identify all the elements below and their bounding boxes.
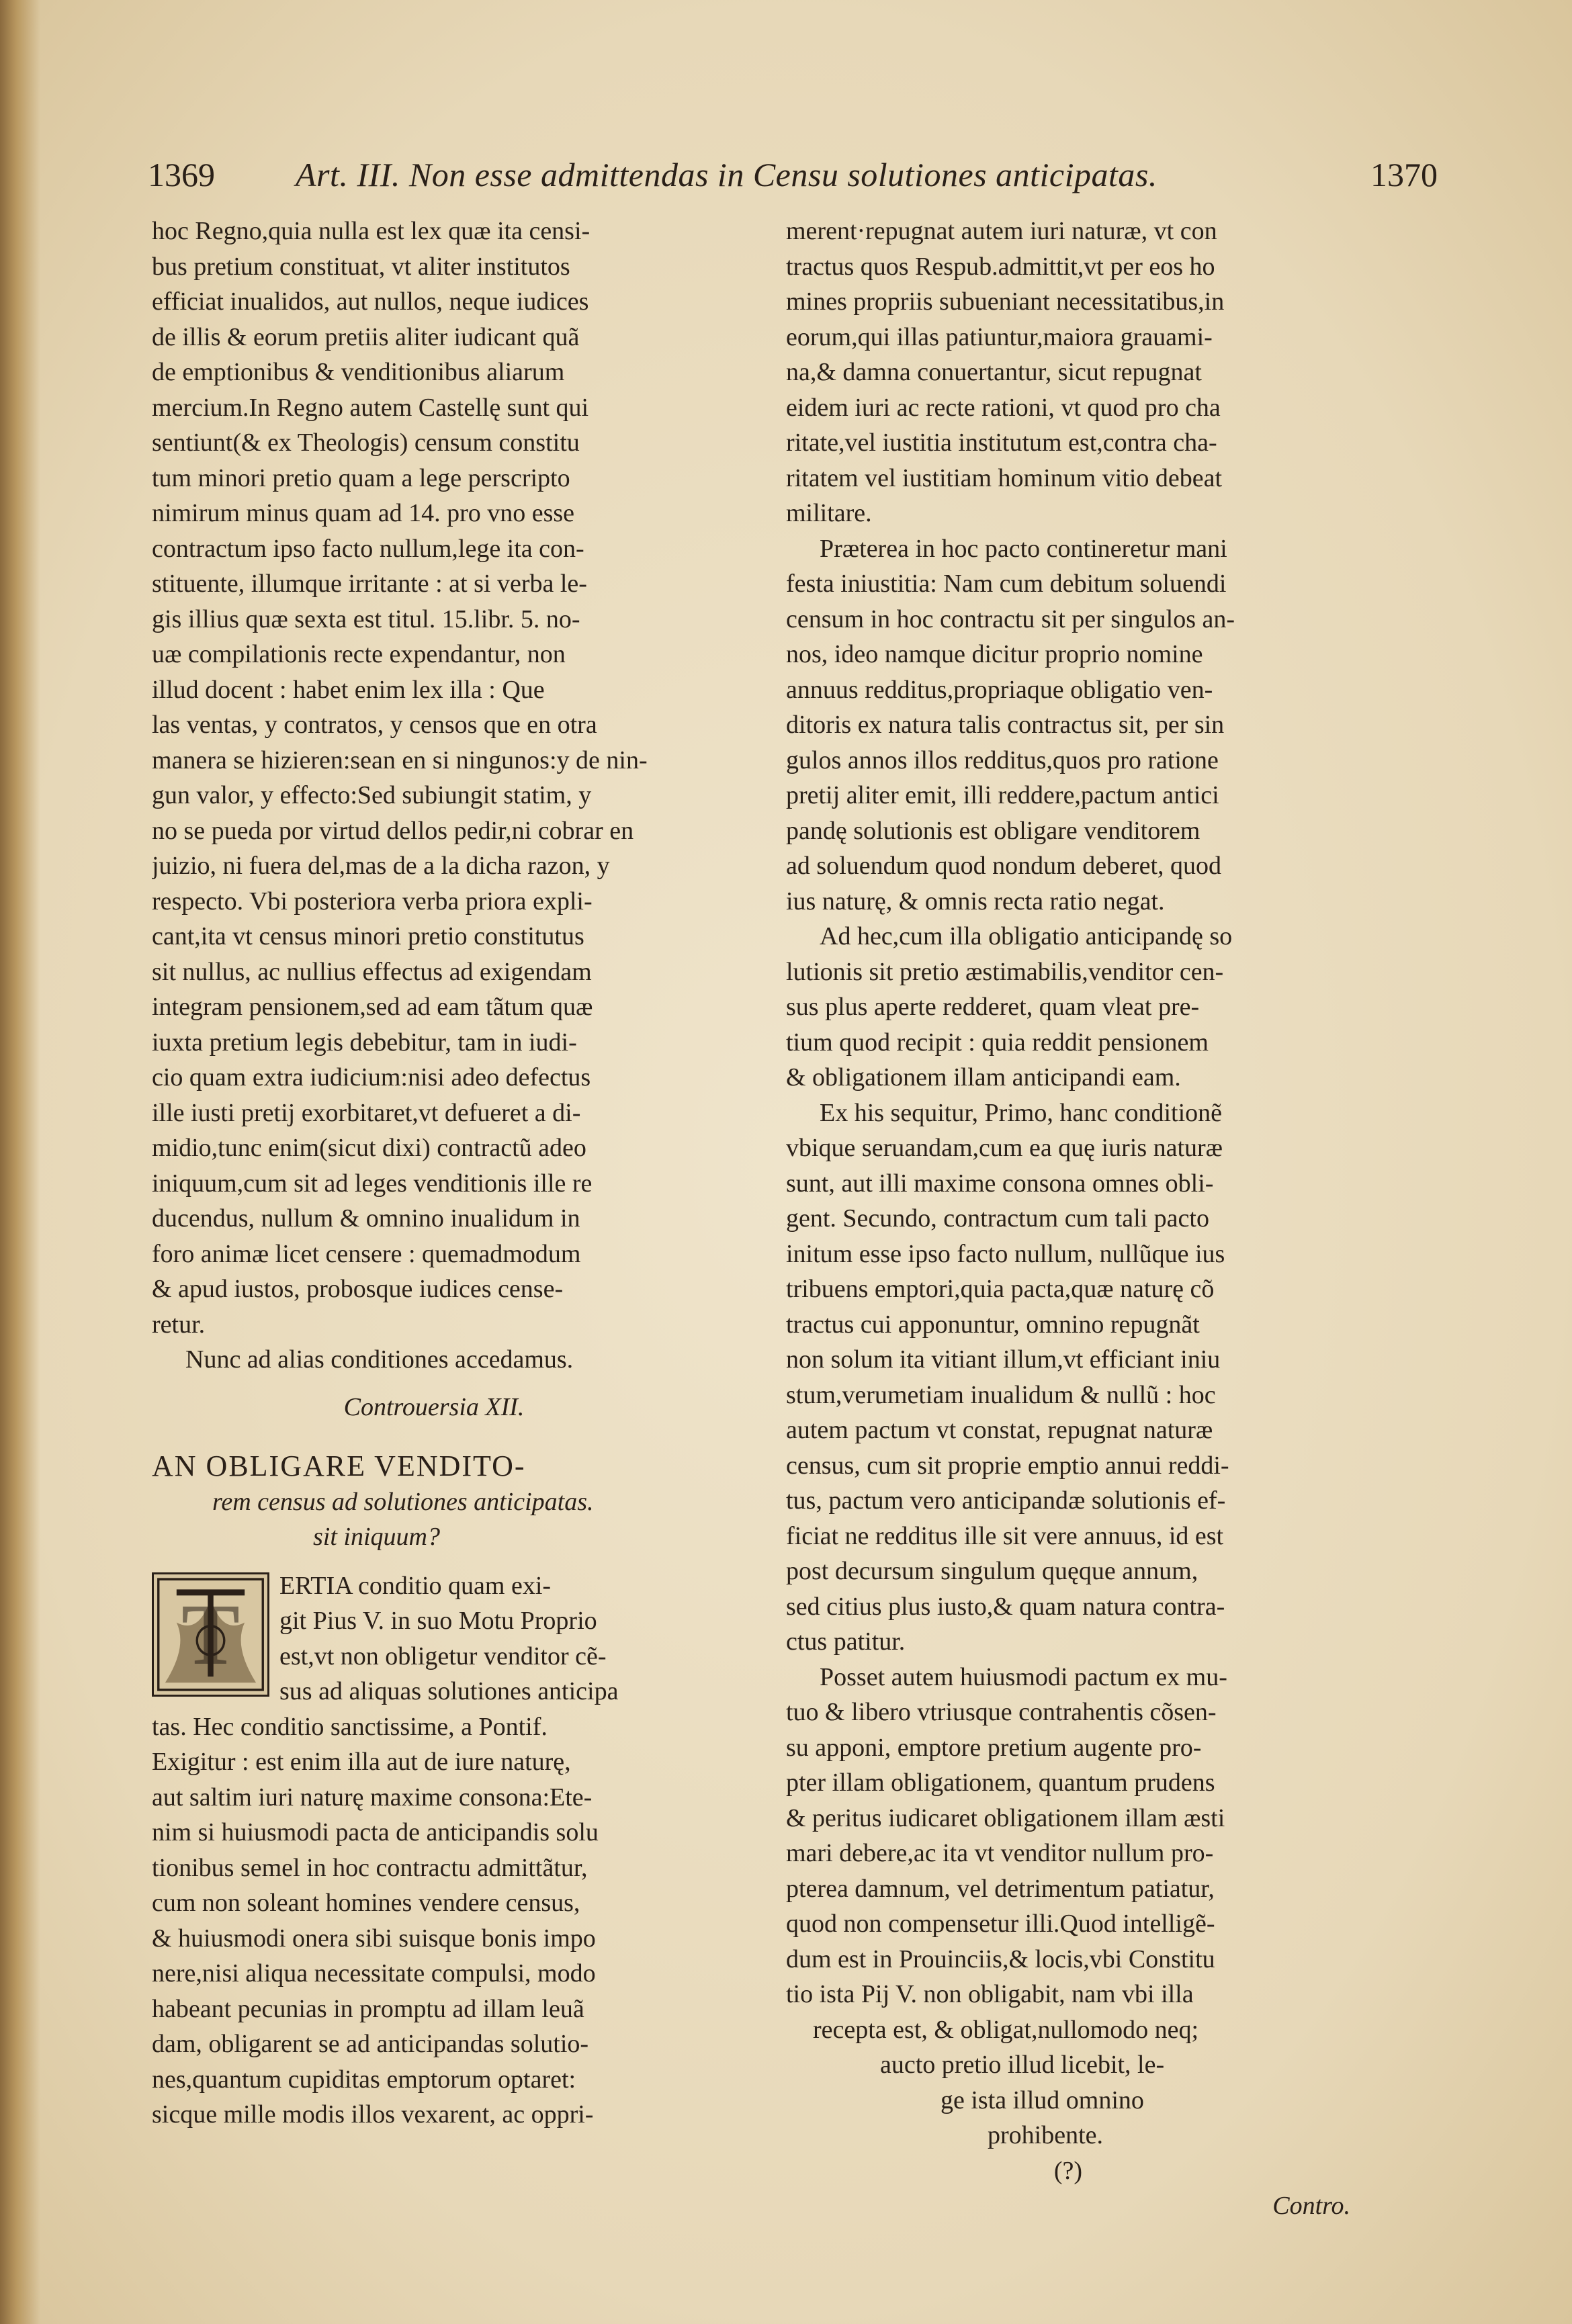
text-line: & obligationem illam anticipandi eam. [786, 1063, 1181, 1091]
question-heading: AN OBLIGARE VENDITO- [152, 1449, 526, 1482]
text-line: iniquum,cum sit ad leges venditionis ille re [152, 1169, 593, 1198]
text-line: cum non soleant homines vendere census, [152, 1889, 580, 1917]
text-line: eorum,qui illas patiuntur,maiora grauami- [786, 322, 1213, 351]
text-line: ditoris ex natura talis contractus sit, per sin [786, 711, 1225, 739]
text-line: eidem iuri ac recte rationi, vt quod pro cha [786, 393, 1221, 422]
text-line: tio ista Pij V. non obligabit, nam vbi illa [786, 1980, 1194, 2008]
text-line: pretij aliter emit, illi reddere,pactum antici [786, 781, 1219, 809]
text-line: iuxta pretium legis debebitur, tam in iudi- [152, 1028, 577, 1057]
initial-text-line: ERTIA conditio quam exi- [279, 1571, 552, 1600]
text-line: tas. Hec conditio sanctissime, a Pontif. [152, 1712, 548, 1741]
text-line: sit nullus, ac nullius effectus ad exigendam [152, 957, 592, 986]
text-line: ducendus, nullum & omnino inualidum in [152, 1204, 580, 1233]
text-line: uæ compilationis recte expendantur, non [152, 640, 566, 668]
text-line: habeant pecunias in promptu ad illam leuã [152, 1994, 584, 2023]
text-line: gis illius quæ sexta est titul. 15.libr. 5. no- [152, 605, 580, 633]
text-line: sed citius plus iusto,& quam natura contra- [786, 1592, 1225, 1621]
left-column-text [152, 214, 716, 1342]
text-line: ad soluendum quod nondum deberet, quod [786, 852, 1222, 880]
text-line: Ad hec,cum illa obligatio anticipandę so [820, 922, 1233, 950]
text-line: quod non compensetur illi.Quod intelligẽ- [786, 1910, 1215, 1938]
text-line: foro animæ licet censere : quemadmodum [152, 1239, 581, 1268]
text-line: juizio, ni fuera del,mas de a la dicha razon, y [152, 852, 610, 880]
text-line: non solum ita vitiant illum,vt efficiant iniu [786, 1345, 1221, 1374]
paragraph-5 [786, 1660, 1350, 2012]
after-initial-text [152, 1709, 716, 2133]
right-column [786, 214, 1350, 2224]
left-folio: 1369 [148, 156, 215, 193]
controversy-heading: Controuersia XII. [343, 1392, 525, 1421]
text-line: post decursum singulum quęque annum, [786, 1557, 1198, 1585]
text-line: dam, obligarent se ad anticipandas solutio- [152, 2030, 589, 2058]
text-line: Posset autem huiusmodi pactum ex mu- [820, 1662, 1227, 1691]
text-line: tuo & libero vtriusque contrahentis cõsen- [786, 1698, 1217, 1726]
text-line: nere,nisi aliqua necessitate compulsi, modo [152, 1959, 596, 1987]
text-line: nim si huiusmodi pacta de anticipandis solu [152, 1818, 599, 1846]
initial-text-line: git Pius V. in suo Motu Proprio [279, 1607, 597, 1635]
right-folio: 1370 [1370, 156, 1438, 193]
text-line: mines propriis subueniant necessitatibus,in [786, 287, 1225, 316]
text-line: pterea damnum, vel detrimentum patiatur, [786, 1874, 1215, 1903]
text-line: pandę solutionis est obligare venditorem [786, 816, 1200, 845]
text-line: militare. [786, 499, 872, 527]
text-line: sus plus aperte redderet, quam vleat pre- [786, 993, 1200, 1021]
text-line: tus, pactum vero anticipandæ solutionis ef- [786, 1486, 1226, 1515]
text-line: tionibus semel in hoc contractu admittãtur, [152, 1853, 588, 1882]
text-line: mari debere,ac ita vt venditor nullum pro- [786, 1839, 1214, 1867]
text-line: gulos annos illos redditus,quos pro ratione [786, 746, 1219, 774]
text-line: efficiat inualidos, aut nullos, neque iudices [152, 287, 589, 316]
text-line: ctus patitur. [786, 1627, 906, 1656]
text-line: tium quod recipit : quia reddit pensionem [786, 1028, 1209, 1057]
binding-edge-shadow [0, 0, 40, 2324]
text-line: merent·repugnat autem iuri naturæ, vt con [786, 217, 1217, 245]
text-line: respecto. Vbi posteriora verba priora expli- [152, 887, 593, 915]
taper-line: prohibente. [988, 2121, 1104, 2149]
text-line: na,& damna conuertantur, sicut repugnat [786, 358, 1202, 386]
text-line: Præterea in hoc pacto contineretur mani [820, 534, 1227, 563]
text-line: census, cum sit proprie emptio annui reddi- [786, 1451, 1229, 1480]
initial-paragraph [152, 1568, 716, 1709]
text-line: autem pactum vt constat, repugnat naturæ [786, 1416, 1213, 1444]
text-line: gent. Secundo, contractum cum tali pacto [786, 1204, 1209, 1233]
initial-text-line: est,vt non obligetur venditor cẽ- [279, 1642, 607, 1670]
text-line: no se pueda por virtud dellos pedir,ni cobrar en [152, 816, 634, 845]
taper-line: recepta est, & obligat,nullomodo neq; [813, 2015, 1199, 2044]
text-line: su apponi, emptore pretium augente pro- [786, 1733, 1202, 1762]
taper-line: aucto pretio illud licebit, le- [880, 2051, 1165, 2079]
text-line: festa iniustitia: Nam cum debitum soluendi [786, 570, 1227, 598]
text-line: cant,ita vt census minori pretio constitutus [152, 922, 584, 950]
text-line: tractus quos Respub.admittit,vt per eos ho [786, 252, 1215, 281]
text-line: stum,verumetiam inualidum & nullũ : hoc [786, 1380, 1216, 1409]
text-line: mercium.In Regno autem Castellę sunt qui [152, 393, 589, 422]
text-line: sicque mille modis illos vexarent, ac oppri- [152, 2100, 594, 2129]
text-line: initum esse ipso facto nullum, nullũque ius [786, 1239, 1225, 1268]
text-line: & peritus iudicaret obligationem illam æsti [786, 1803, 1225, 1832]
text-line: annuus redditus,propriaque obligatio ven- [786, 675, 1213, 704]
text-line: retur. [152, 1310, 206, 1339]
text-line: nes,quantum cupiditas emptorum optaret: [152, 2065, 576, 2094]
text-line: tribuens emptori,quia pacta,quæ naturę cõ [786, 1275, 1215, 1303]
text-line: bus pretium constituat, vt aliter institutos [152, 252, 570, 281]
text-line: ritatem vel iustitiam hominum vitio debeat [786, 463, 1223, 492]
text-line: dum est in Prouinciis,& locis,vbi Constitu [786, 1945, 1215, 1973]
text-line: midio,tunc enim(sicut dixi) contractũ adeo [152, 1134, 586, 1162]
running-title: Art. III. Non esse admittendas in Censu solutiones anticipatas. [296, 156, 1158, 193]
text-line: ritate,vel iustitia institutum est,contra cha- [786, 429, 1217, 457]
text-line: pter illam obligationem, quantum prudens [786, 1769, 1215, 1797]
text-line: sentiunt(& ex Theologis) censum constitu [152, 429, 580, 457]
text-line: nos, ideo namque dicitur proprio nomine [786, 640, 1203, 668]
running-head [148, 144, 1438, 205]
initial-text-line: sus ad aliquas solutiones anticipa [279, 1677, 619, 1705]
question-subheading: rem census ad solutiones anticipatas. [212, 1487, 594, 1516]
initial-letter: T [181, 1586, 240, 1683]
paragraph-4 [786, 1096, 1350, 1660]
signature-mark: (?) [1053, 2156, 1083, 2185]
text-line: cio quam extra iudicium:nisi adeo defectus [152, 1063, 591, 1091]
left-column [152, 214, 716, 2133]
taper-line: ge ista illud omnino [941, 2086, 1144, 2114]
text-line: vbique seruandam,cum ea quę iuris naturæ [786, 1134, 1223, 1162]
text-line: & apud iustos, probosque iudices cense- [152, 1275, 564, 1303]
text-line: ille iusti pretij exorbitaret,vt defueret a di- [152, 1098, 581, 1127]
text-line: manera se hizieren:sean en si ningunos:y de nin- [152, 746, 648, 774]
text-line: tractus cui apponuntur, omnino repugnãt [786, 1310, 1200, 1339]
text-line: sunt, aut illi maxime consona omnes obli- [786, 1169, 1214, 1198]
text-line: gun valor, y effecto:Sed subiungit statim, y [152, 781, 592, 809]
text-line: tum minori pretio quam a lege perscripto [152, 463, 570, 492]
text-line: nimirum minus quam ad 14. pro vno esse [152, 499, 575, 527]
paragraph-3 [786, 919, 1350, 1096]
text-line: censum in hoc contractu sit per singulos an- [786, 605, 1235, 633]
decorated-initial [152, 1572, 269, 1697]
text-line: ius naturę, & omnis recta ratio negat. [786, 887, 1165, 915]
question-subheading-end: sit iniquum? [313, 1523, 440, 1551]
catchword: Contro. [1272, 2192, 1350, 2220]
paragraph-1 [786, 214, 1350, 531]
text-line: de emptionibus & venditionibus aliarum [152, 358, 565, 386]
closing-line: Nunc ad alias conditiones accedamus. [185, 1345, 574, 1374]
text-line: Ex his sequitur, Primo, hanc conditionẽ [820, 1098, 1223, 1127]
text-line: Exigitur : est enim illa aut de iure naturę, [152, 1748, 571, 1776]
text-line: de illis & eorum pretiis aliter iudicant quã [152, 322, 580, 351]
text-line: illud docent : habet enim lex illa : Que [152, 675, 545, 704]
text-line: lutionis sit pretio æstimabilis,venditor cen- [786, 957, 1224, 986]
text-line: integram pensionem,sed ad eam tãtum quæ [152, 993, 593, 1021]
text-line: stituente, illumque irritante : at si verba le- [152, 570, 587, 598]
closing-taper [786, 2012, 1350, 2153]
paragraph-2 [786, 531, 1350, 920]
text-line: ficiat ne redditus ille sit vere annuus, id est [786, 1521, 1224, 1550]
text-line: hoc Regno,quia nulla est lex quæ ita censi- [152, 217, 591, 245]
text-line: las ventas, y contratos, y censos que en otra [152, 711, 597, 739]
text-line: & huiusmodi onera sibi suisque bonis impo [152, 1924, 596, 1953]
text-line: contractum ipso facto nullum,lege ita con- [152, 534, 584, 563]
text-line: aut saltim iuri naturę maxime consona:Ete- [152, 1783, 593, 1812]
